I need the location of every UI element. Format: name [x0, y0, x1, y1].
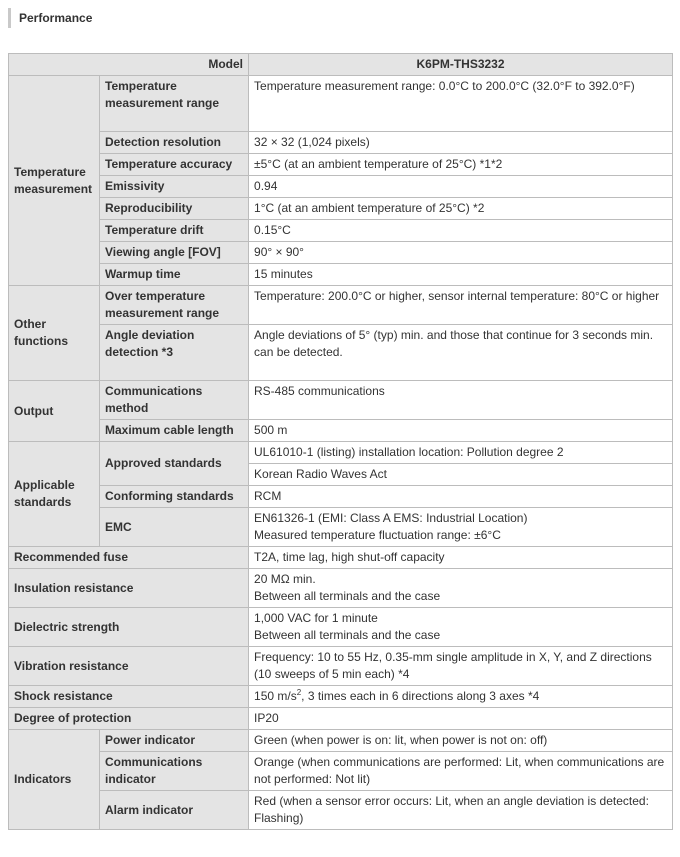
row-label: Emissivity [100, 176, 249, 198]
row-value: 15 minutes [249, 264, 673, 286]
table-row [9, 242, 673, 264]
table-row [9, 286, 673, 325]
value-line-2: Between all terminals and the case [254, 628, 441, 642]
table-row [9, 686, 673, 708]
table-row [9, 198, 673, 220]
row-value: Temperature: 200.0°C or higher, sensor internal temperature: 80°C or higher [249, 286, 673, 325]
emc-line-1: EN61326-1 (EMI: Class A EMS: Industrial Location) [254, 511, 528, 525]
table-row [9, 647, 673, 686]
table-row [9, 569, 673, 608]
value-line-2: Between all terminals and the case [254, 589, 441, 603]
table-row [9, 547, 673, 569]
table-row [9, 220, 673, 242]
row-value: IP20 [249, 708, 673, 730]
row-label: Detection resolution [100, 132, 249, 154]
row-label: Reproducibility [100, 198, 249, 220]
row-value: UL61010-1 (listing) installation location: Pollution degree 2 [249, 442, 673, 464]
table-row [9, 420, 673, 442]
table-row [9, 132, 673, 154]
row-label: Temperature drift [100, 220, 249, 242]
page-title: Performance [8, 8, 92, 28]
table-row [9, 752, 673, 791]
value-line-1: 1,000 VAC for 1 minute [254, 611, 378, 625]
row-label: Maximum cable length [100, 420, 249, 442]
table-row [9, 791, 673, 830]
table-row [9, 442, 673, 464]
row-label: Over temperature measurement range [100, 286, 249, 325]
category-indicators: Indicators [9, 730, 100, 830]
row-value: RCM [249, 486, 673, 508]
performance-table-container [8, 53, 672, 830]
row-value: 500 m [249, 420, 673, 442]
row-value: Red (when a sensor error occurs: Lit, when an angle deviation is detected: Flashing) [249, 791, 673, 830]
row-label: Temperature accuracy [100, 154, 249, 176]
row-label: Vibration resistance [9, 647, 249, 686]
emc-line-2: Measured temperature fluctuation range: ±6°C [254, 528, 501, 542]
shock-value-exponent: 2 [296, 688, 302, 697]
table-row [9, 154, 673, 176]
model-value: K6PM-THS3232 [249, 54, 673, 76]
row-label: Recommended fuse [9, 547, 249, 569]
row-value: Korean Radio Waves Act [249, 464, 673, 486]
row-label: Degree of protection [9, 708, 249, 730]
row-value: Green (when power is on: lit, when power is not on: off) [249, 730, 673, 752]
shock-value-pre: 150 m/s [254, 689, 297, 703]
table-row [9, 730, 673, 752]
row-value: T2A, time lag, high shut-off capacity [249, 547, 673, 569]
row-label: Temperature measurement range [100, 76, 249, 132]
row-label: Warmup time [100, 264, 249, 286]
row-value: 0.15°C [249, 220, 673, 242]
row-label: Shock resistance [9, 686, 249, 708]
table-row [9, 486, 673, 508]
row-value: Frequency: 10 to 55 Hz, 0.35-mm single amplitude in X, Y, and Z directions (10 sweeps of 5 min each) *4 [249, 647, 673, 686]
row-value: Temperature measurement range: 0.0°C to 200.0°C (32.0°F to 392.0°F) [249, 76, 673, 132]
row-label: Communications indicator [100, 752, 249, 791]
row-label: Viewing angle [FOV] [100, 242, 249, 264]
row-value: Orange (when communications are performed: Lit, when communications are not performed: Not lit) [249, 752, 673, 791]
table-row [9, 508, 673, 547]
row-label: Alarm indicator [100, 791, 249, 830]
table-row [9, 176, 673, 198]
table-row [9, 264, 673, 286]
row-value: 90° × 90° [249, 242, 673, 264]
category-temperature-measurement: Temperature measurement [9, 76, 100, 286]
row-label: Dielectric strength [9, 608, 249, 647]
row-label: Approved standards [100, 442, 249, 486]
row-label: Communications method [100, 381, 249, 420]
table-row [9, 608, 673, 647]
row-label: Conforming standards [100, 486, 249, 508]
shock-value-post: , 3 times each in 6 directions along 3 axes *4 [301, 689, 540, 703]
table-row [9, 325, 673, 381]
row-value: ±5°C (at an ambient temperature of 25°C) *1*2 [249, 154, 673, 176]
row-value: Angle deviations of 5° (typ) min. and those that continue for 3 seconds min. can be detected. [249, 325, 673, 381]
row-value: 1°C (at an ambient temperature of 25°C) *2 [249, 198, 673, 220]
row-label: EMC [100, 508, 249, 547]
row-value: 32 × 32 (1,024 pixels) [249, 132, 673, 154]
row-value [249, 686, 673, 708]
value-line-1: 20 MΩ min. [254, 572, 316, 586]
row-label: Insulation resistance [9, 569, 249, 608]
table-header-row [9, 54, 673, 76]
row-label: Angle deviation detection *3 [100, 325, 249, 381]
table-row [9, 381, 673, 420]
row-value: 0.94 [249, 176, 673, 198]
row-value [249, 508, 673, 547]
category-output: Output [9, 381, 100, 442]
category-applicable-standards: Applicable standards [9, 442, 100, 547]
row-value: RS-485 communications [249, 381, 673, 420]
row-label: Power indicator [100, 730, 249, 752]
performance-table [8, 53, 673, 830]
table-row [9, 76, 673, 132]
category-other-functions: Other functions [9, 286, 100, 381]
model-label: Model [9, 54, 249, 76]
table-row [9, 708, 673, 730]
row-value [249, 608, 673, 647]
row-value [249, 569, 673, 608]
